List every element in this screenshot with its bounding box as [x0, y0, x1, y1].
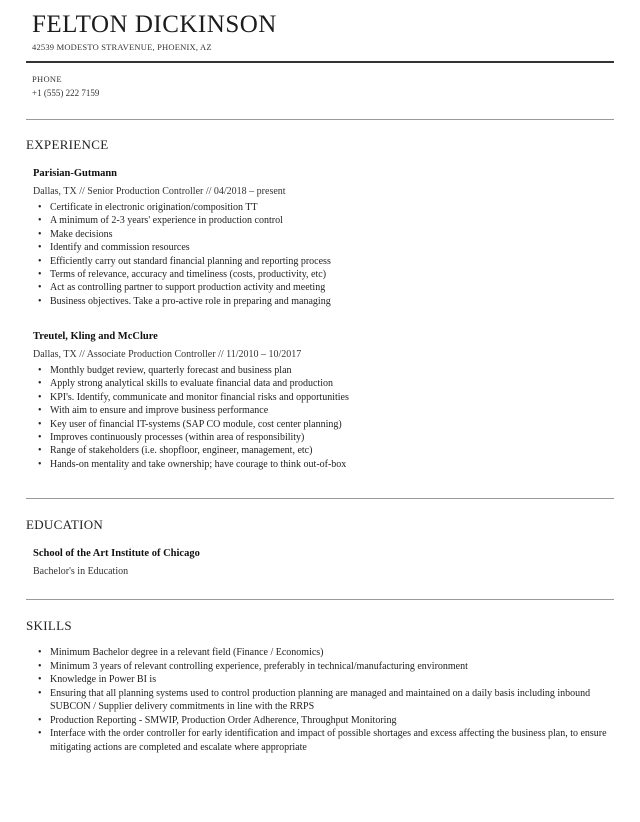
list-item: • Improves continuously processes (within area of responsibility) — [33, 431, 614, 444]
skills-section-title: SKILLS — [26, 618, 72, 633]
section-divider — [26, 599, 614, 600]
education-entry — [33, 547, 614, 579]
list-item: • Minimum 3 years of relevant controlling experience, preferably in technical/manufacturing environment — [33, 660, 614, 674]
contact-block — [32, 74, 99, 98]
list-item: • Hands-on mentality and take ownership; have courage to think out-of-box — [33, 458, 614, 471]
job-entry — [33, 167, 614, 308]
list-item: • A minimum of 2-3 years' experience in production control — [33, 214, 614, 227]
job-company: Parisian-Gutmann — [33, 168, 118, 179]
experience-section-title: EXPERIENCE — [26, 137, 109, 152]
education-section-title: EDUCATION — [26, 517, 104, 532]
list-item: • Minimum Bachelor degree in a relevant field (Finance / Economics) — [33, 646, 614, 660]
section-divider — [26, 498, 614, 499]
list-item: • Certificate in electronic origination/composition TT — [33, 201, 614, 214]
list-item: • Apply strong analytical skills to evaluate financial data and production — [33, 377, 614, 390]
list-item: • Business objectives. Take a pro-active role in preparing and managing — [33, 295, 614, 308]
list-item: • KPI's. Identify, communicate and monitor financial risks and opportunities — [33, 391, 614, 404]
list-item: • Efficiently carry out standard financial planning and reporting process — [33, 255, 614, 268]
list-item: • Production Reporting - SMWIP, Production Order Adherence, Throughput Monitoring — [33, 714, 614, 728]
skills-list — [33, 646, 614, 754]
skills-entry — [33, 644, 614, 754]
list-item: • Make decisions — [33, 228, 614, 241]
section-divider — [26, 119, 614, 120]
degree: Bachelor's in Education — [33, 566, 129, 577]
job-bullets — [33, 364, 614, 471]
list-item: • Key user of financial IT-systems (SAP CO module, cost center planning) — [33, 418, 614, 431]
list-item: • Knowledge in Power BI is — [33, 673, 614, 687]
list-item: • Identify and commission resources — [33, 241, 614, 254]
candidate-address: 42539 MODESTO STRAVENUE, PHOENIX, AZ — [32, 42, 212, 52]
resume-header — [32, 10, 614, 52]
job-bullets — [33, 201, 614, 308]
phone-number: +1 (555) 222 7159 — [32, 88, 100, 98]
phone-label: PHONE — [32, 74, 62, 84]
job-entry — [33, 330, 614, 471]
job-meta: Dallas, TX // Associate Production Controller // 11/2010 – 10/2017 — [33, 349, 302, 360]
list-item: • Ensuring that all planning systems used to control production planning are managed and maintained on a daily basis including inbound SUBCON / Supplier delivery commitments in line with the RRPS — [33, 687, 614, 714]
list-item: • Act as controlling partner to support production activity and meeting — [33, 281, 614, 294]
list-item: • Monthly budget review, quarterly forecast and business plan — [33, 364, 614, 377]
list-item: • Terms of relevance, accuracy and timeliness (costs, productivity, etc) — [33, 268, 614, 281]
school-name: School of the Art Institute of Chicago — [33, 548, 200, 559]
list-item: • With aim to ensure and improve business performance — [33, 404, 614, 417]
job-company: Treutel, Kling and McClure — [33, 331, 158, 342]
job-meta: Dallas, TX // Senior Production Controller // 04/2018 – present — [33, 186, 286, 197]
list-item: • Range of stakeholders (i.e. shopfloor, engineer, management, etc) — [33, 444, 614, 457]
list-item: • Interface with the order controller for early identification and impact of possible shortages and excess affecting the business plan, to ensure mitigating actions are completed and escalate where appropriate — [33, 727, 614, 754]
candidate-name: FELTON DICKINSON — [32, 11, 277, 38]
header-divider — [26, 61, 614, 63]
